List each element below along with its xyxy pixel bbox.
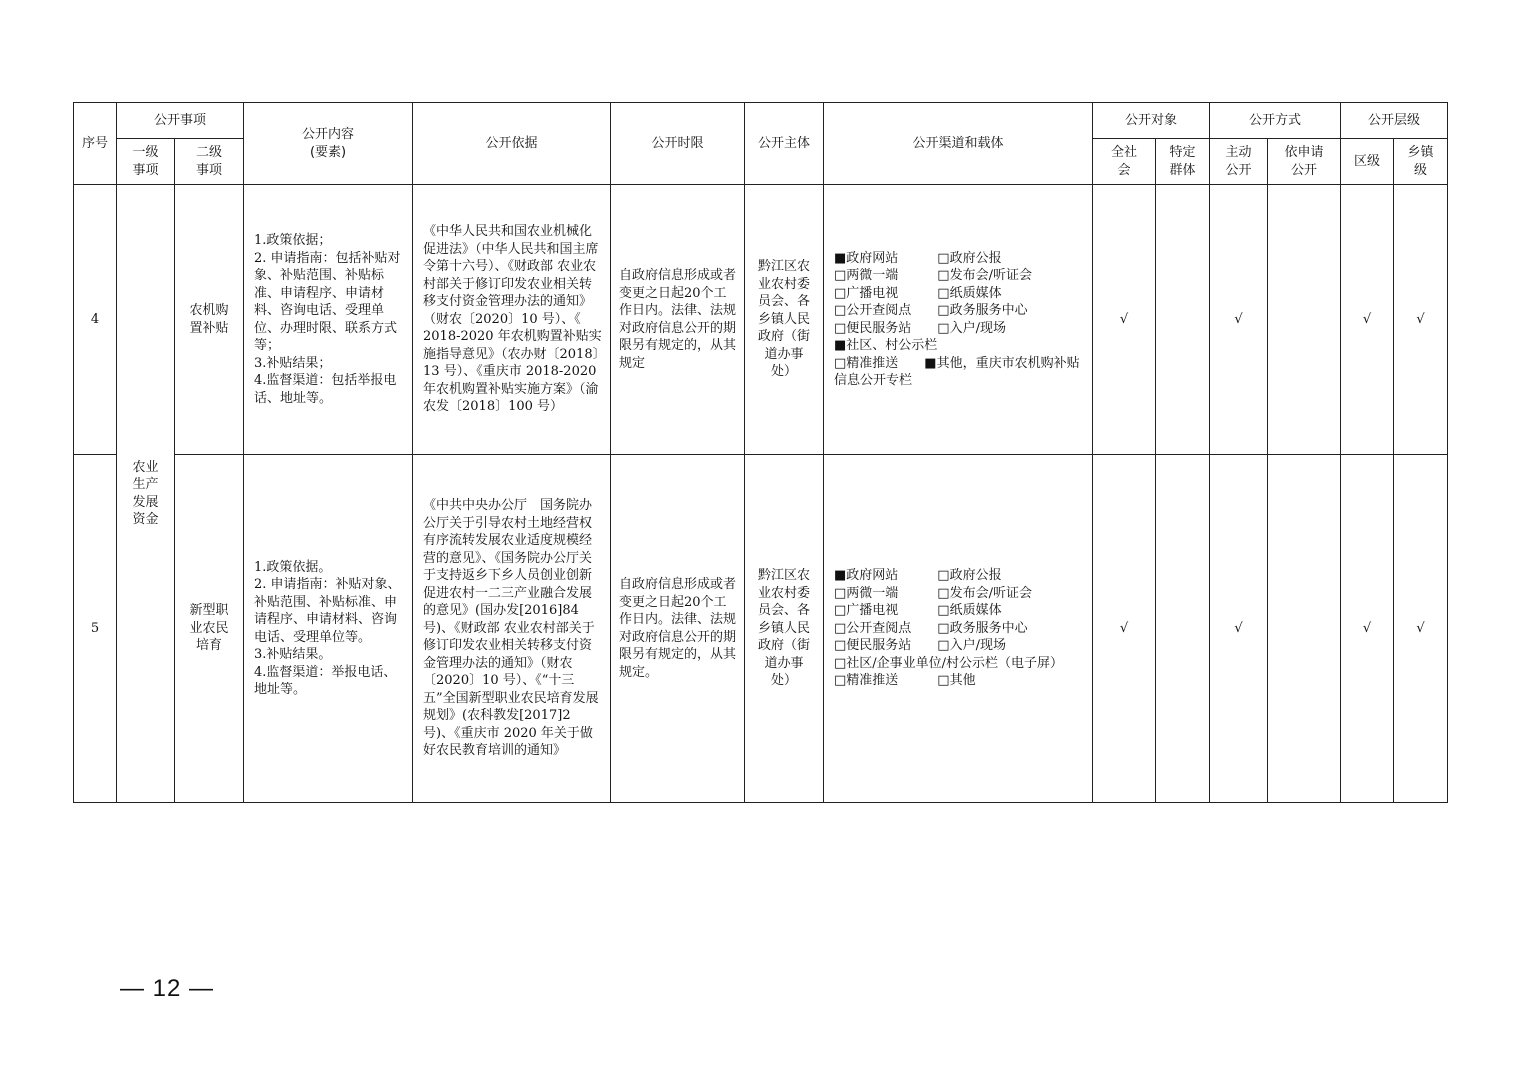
header-level1: 一级事项 [117,139,175,185]
row-time-limit: 自政府信息形成或者变更之日起20个工作日内。法律、法规对政府信息公开的期限另有规定的，从其规定。 [611,455,745,803]
header-hier-town: 乡镇级 [1394,139,1448,185]
row-subject: 黔江区农业农村委员会、各乡镇人民政府（街道办事处） [745,185,824,455]
level1-item: 农业生产发展资金 [117,185,175,803]
header-method: 公开方式 [1210,103,1341,139]
header-hierarchy: 公开层级 [1341,103,1448,139]
row-seq: 5 [74,455,117,803]
row-target-specific [1156,185,1210,455]
header-level2: 二级事项 [175,139,244,185]
row-basis: 《中共中央办公厅 国务院办公厅关于引导农村土地经营权有序流转发展农业适度规模经营的意见》、《国务院办公厅关于支持返乡下乡人员创业创新促进农村一二三产业融合发展的意见》(国办发[2016]84 号)、《财政部 农业农村部关于修订印发农业相关转移支付资金管理办法的通知》（财农〔2020〕10 号）、《“十三五”全国新型职业农民培育发展规划》(农科教发[2017]2 号)、《重庆市 2020 年关于做好农民教育培训的通知》 [413,455,611,803]
row-subject: 黔江区农业农村委员会、各乡镇人民政府（街道办事处） [745,455,824,803]
header-target-all: 全社会 [1093,139,1156,185]
channel-line: □两微一端 □发布会/听证会 [834,585,1032,601]
row-method-apply [1268,185,1341,455]
header-seq: 序号 [74,103,117,185]
row-hier-district: √ [1341,185,1394,455]
row-method-active: √ [1210,185,1268,455]
row-hier-town: √ [1394,185,1448,455]
channel-line: □公开查阅点 □政务服务中心 [834,303,1028,318]
channel-line: □公开查阅点 □政务服务中心 [834,620,1028,636]
channel-line: □精准推送 ■其他，重庆市农机购补贴信息公开专栏 [834,355,1080,388]
channel-line: □两微一端 □发布会/听证会 [834,268,1032,283]
header-time-limit: 公开时限 [611,103,745,185]
row-hier-town: √ [1394,455,1448,803]
table-row [74,185,1448,455]
header-target: 公开对象 [1093,103,1210,139]
header-method-active: 主动公开 [1210,139,1268,185]
channel-line: □广播电视 □纸质媒体 [834,285,1002,301]
row-content: 1.政策依据。 2. 申请指南：补贴对象、补贴范围、补贴标准、申请程序、申请材料、咨询电话、受理单位等。 3.补贴结果。 4.监督渠道：举报电话、地址等。 [244,455,413,803]
header-subject: 公开主体 [745,103,824,185]
channel-line: □便民服务站 □入户/现场 [834,320,1006,336]
row-target-all: √ [1093,455,1156,803]
header-basis: 公开依据 [413,103,611,185]
page-number: — 12 — [120,975,215,1002]
row-hier-district: √ [1341,455,1394,803]
row-target-all: √ [1093,185,1156,455]
disclosure-table [73,102,1448,803]
channel-line: □广播电视 □纸质媒体 [834,603,1002,619]
row-method-active: √ [1210,455,1268,803]
channel-line: □社区/企事业单位/村公示栏（电子屏） [834,655,1064,671]
row-time-limit: 自政府信息形成或者变更之日起20个工作日内。法律、法规对政府信息公开的期限另有规定的，从其规定 [611,185,745,455]
row-seq: 4 [74,185,117,455]
row-content: 1.政策依据； 2. 申请指南：包括补贴对象、补贴范围、补贴标准、申请程序、申请材料、咨询电话、受理单位、办理时限、联系方式等； 3.补贴结果； 4.监督渠道：包括举报电话、地址等。 [244,185,413,455]
header-channel: 公开渠道和载体 [824,103,1093,185]
row-basis: 《中华人民共和国农业机械化促进法》（中华人民共和国主席令第十六号）、《财政部 农业农村部关于修订印发农业相关转移支付资金管理办法的通知》（财农〔2020〕10 号）、《 2018-2020 年农机购置补贴实施指导意见》（农办财〔2018〕13 号）、《重庆市 2018-2020 年农机购置补贴实施方案》（渝农发〔2018〕100 号） [413,185,611,455]
header-method-apply: 依申请公开 [1268,139,1341,185]
channel-line: ■政府网站 □政府公报 [834,250,1002,266]
row-channels [824,185,1093,455]
row-method-apply [1268,455,1341,803]
header-matter: 公开事项 [117,103,244,139]
channel-line: □便民服务站 □入户/现场 [834,638,1006,654]
row-level2: 新型职业农民培育 [175,455,244,803]
header-hier-district: 区级 [1341,139,1394,185]
header-target-specific: 特定群体 [1156,139,1210,185]
row-target-specific [1156,455,1210,803]
channel-line: ■政府网站 □政府公报 [834,568,1002,584]
table-row [74,455,1448,803]
channel-line: ■社区、村公示栏 [834,338,938,353]
row-channels [824,455,1093,803]
row-level2: 农机购置补贴 [175,185,244,455]
channel-line: □精准推送 □其他 [834,673,976,689]
header-content: 公开内容(要素) [244,103,413,185]
